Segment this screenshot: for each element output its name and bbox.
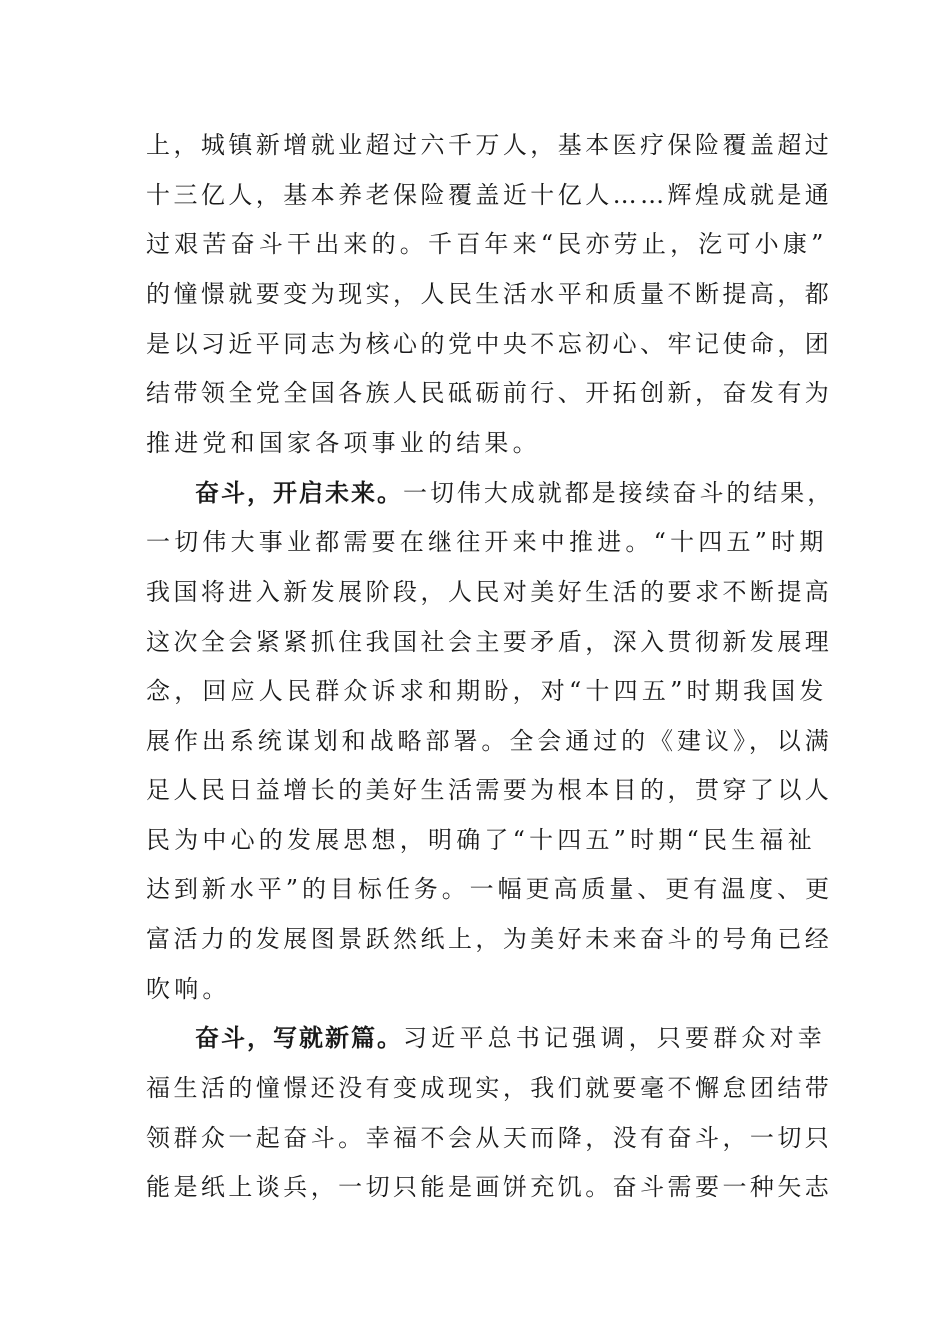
paragraph-3-line-2: 福生活的憧憬还没有变成现实，我们就要毫不懈怠团结带 — [146, 1074, 833, 1102]
paragraph-1-line-5: 是以习近平同志为核心的党中央不忘初心、牢记使命，团 — [146, 330, 833, 358]
paragraph-3-lead-heading: 奋斗，写就新篇。 — [195, 1024, 403, 1052]
paragraph-2-line-11: 吹响。 — [146, 975, 231, 1003]
paragraph-2-line-3: 我国将进入新发展阶段，人民对美好生活的要求不断提高 — [146, 578, 833, 606]
paragraph-2-line-7: 足人民日益增长的美好生活需要为根本目的，贯穿了以人 — [146, 776, 833, 804]
paragraph-3-line-1 — [195, 1016, 835, 1060]
paragraph-1-line-2: 十三亿人，基本养老保险覆盖近十亿人……辉煌成就是通 — [146, 181, 833, 209]
paragraph-2-line-5: 念，回应人民群众诉求和期盼，对“十四五”时期我国发 — [146, 677, 828, 705]
paragraph-2-lead-heading: 奋斗，开启未来。 — [195, 479, 403, 507]
paragraph-2-first-line-text: 一切伟大成就都是接续奋斗的结果， — [403, 479, 835, 507]
paragraph-2-line-6: 展作出系统谋划和战略部署。全会通过的《建议》，以满 — [146, 727, 833, 755]
paragraph-2-line-1 — [195, 471, 835, 515]
paragraph-3-first-line-text: 习近平总书记强调，只要群众对幸 — [403, 1024, 826, 1052]
paragraph-1-line-4: 的憧憬就要变为现实，人民生活水平和质量不断提高，都 — [146, 280, 833, 308]
paragraph-2-line-2: 一切伟大事业都需要在继往开来中推进。“十四五”时期 — [146, 528, 828, 556]
paragraph-1-line-1: 上，城镇新增就业超过六千万人，基本医疗保险覆盖超过 — [146, 131, 833, 159]
paragraph-2-line-10: 富活力的发展图景跃然纸上，为美好未来奋斗的号角已经 — [146, 925, 833, 953]
paragraph-2-line-9: 达到新水平”的目标任务。一幅更高质量、更有温度、更 — [146, 875, 834, 903]
paragraph-1-line-6: 结带领全党全国各族人民砥砺前行、开拓创新，奋发有为 — [146, 379, 833, 407]
paragraph-1-line-3: 过艰苦奋斗干出来的。千百年来“民亦劳止，汔可小康” — [146, 230, 828, 258]
paragraph-1-line-7: 推进党和国家各项事业的结果。 — [146, 429, 541, 457]
paragraph-2-line-8: 民为中心的发展思想，明确了“十四五”时期“民生福祉 — [146, 826, 816, 854]
paragraph-3-line-3: 领群众一起奋斗。幸福不会从天而降，没有奋斗，一切只 — [146, 1124, 833, 1152]
paragraph-2-line-4: 这次全会紧紧抓住我国社会主要矛盾，深入贯彻新发展理 — [146, 628, 833, 656]
paragraph-3-line-4: 能是纸上谈兵，一切只能是画饼充饥。奋斗需要一种矢志 — [146, 1173, 833, 1201]
